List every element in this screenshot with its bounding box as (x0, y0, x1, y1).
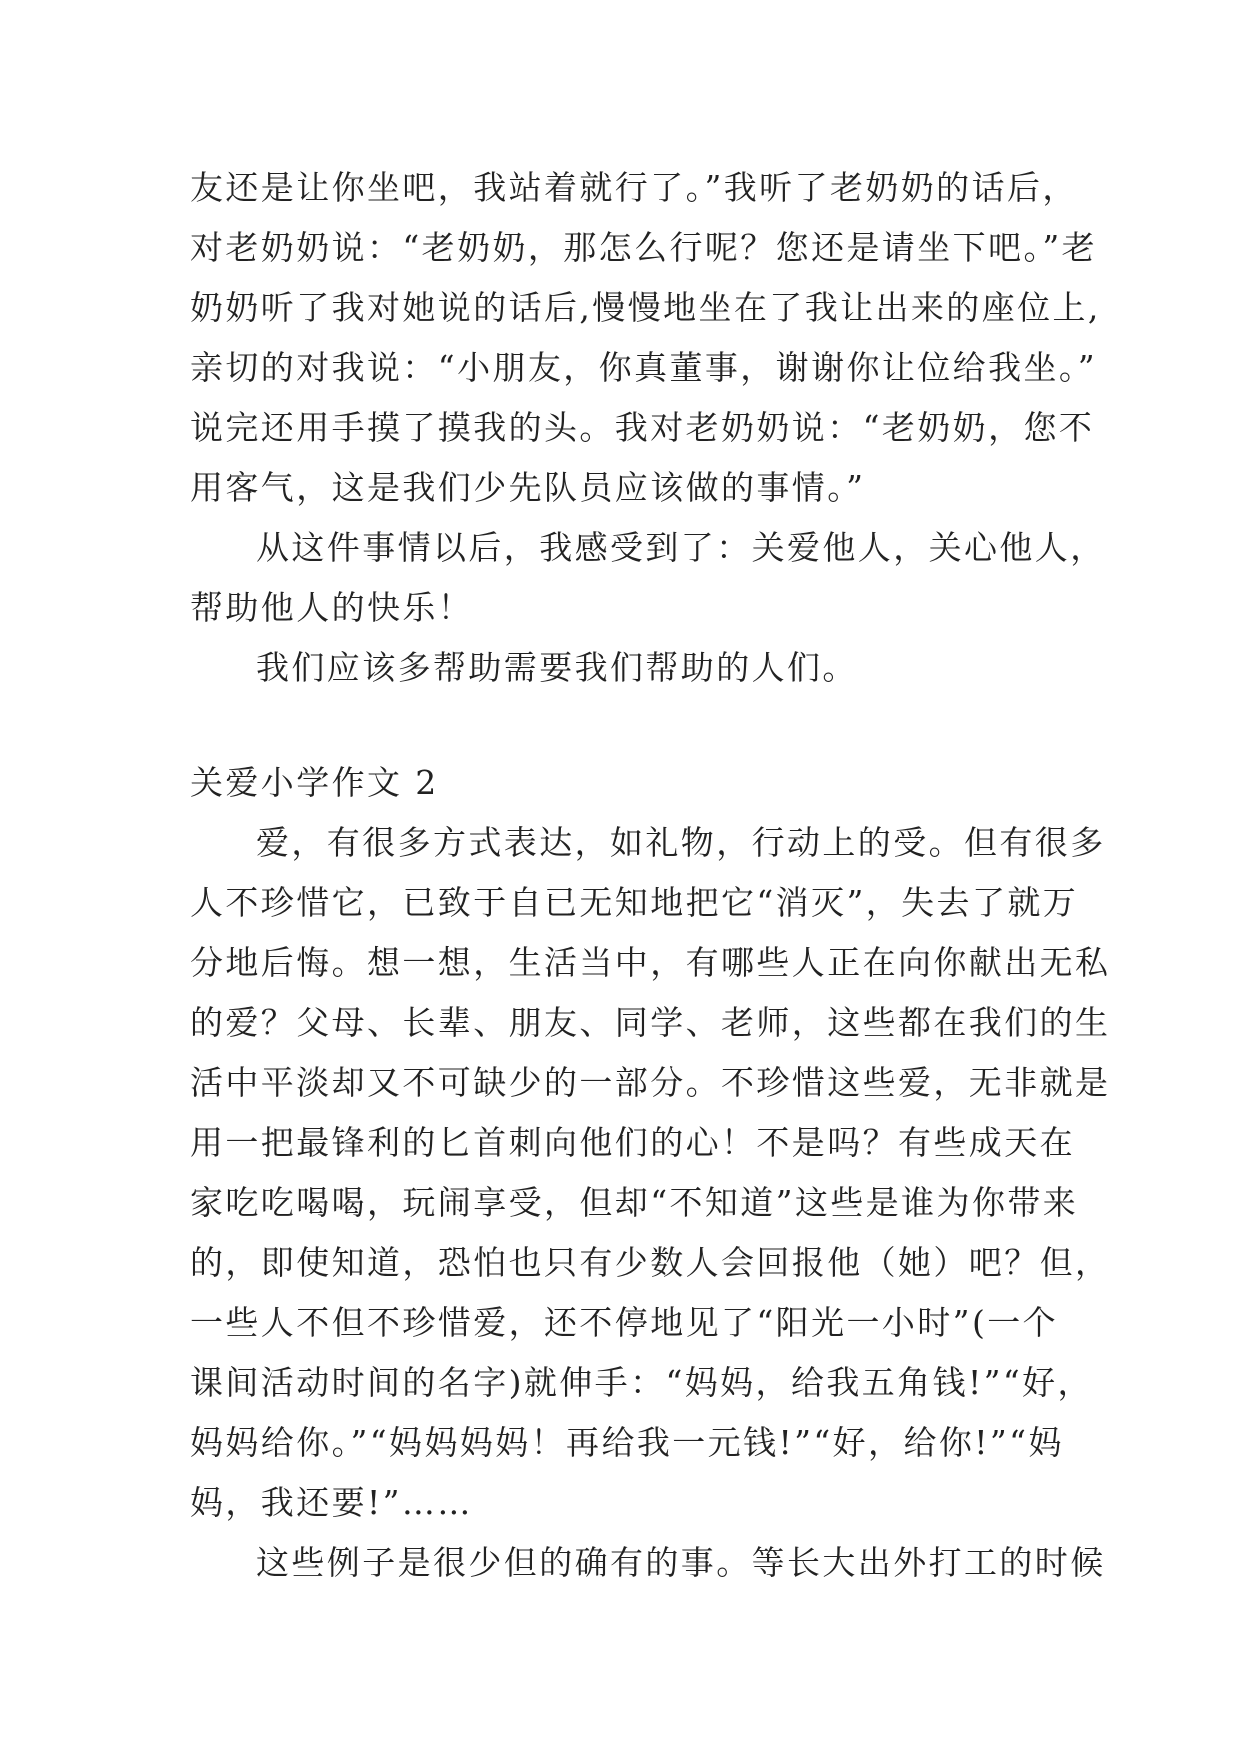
text-line: 一些人不但不珍惜爱，还不停地见了“阳光一小时”(一个 (190, 1303, 1059, 1342)
text-line: 友还是让你坐吧，我站着就行了。”我听了老奶奶的话后， (190, 168, 1078, 207)
text-line: 这些例子是很少但的确有的事。等长大出外打工的时候 (256, 1543, 1106, 1582)
text-line: 亲切的对我说：“小朋友，你真董事，谢谢你让位给我坐。” (190, 348, 1098, 387)
section-heading: 关爱小学作文 2 (190, 763, 439, 802)
text-line: 说完还用手摸了摸我的头。我对老奶奶说：“老奶奶，您不 (190, 408, 1095, 447)
text-line: 活中平淡却又不可缺少的一部分。不珍惜这些爱，无非就是 (190, 1063, 1111, 1102)
text-line: 用一把最锋利的匕首刺向他们的心！不是吗？有些成天在 (190, 1123, 1075, 1162)
text-line: 帮助他人的快乐！ (190, 588, 474, 627)
text-line: 家吃吃喝喝，玩闹享受，但却“不知道”这些是谁为你带来 (190, 1183, 1079, 1222)
text-line: 的，即使知道，恐怕也只有少数人会回报他（她）吧？但， (190, 1243, 1111, 1282)
text-line: 课间活动时间的名字)就伸手：“妈妈，给我五角钱!”“好， (190, 1363, 1093, 1402)
text-line: 从这件事情以后，我感受到了：关爱他人，关心他人， (256, 528, 1106, 567)
text-line: 分地后悔。想一想，生活当中，有哪些人正在向你献出无私 (190, 943, 1111, 982)
text-line: 妈，我还要!”…… (190, 1483, 473, 1522)
text-line: 奶奶听了我对她说的话后,慢慢地坐在了我让出来的座位上, (190, 288, 1101, 327)
text-line: 的爱？父母、长辈、朋友、同学、老师，这些都在我们的生 (190, 1003, 1111, 1042)
text-line: 我们应该多帮助需要我们帮助的人们。 (256, 648, 858, 687)
text-line: 用客气，这是我们少先队员应该做的事情。” (190, 468, 866, 507)
text-line: 妈妈给你。”“妈妈妈妈！再给我一元钱!”“好，给你!”“妈 (190, 1423, 1064, 1462)
text-line: 人不珍惜它，已致于自已无知地把它“消灭”，失去了就万 (190, 883, 1079, 922)
text-line: 爱，有很多方式表达，如礼物，行动上的受。但有很多 (256, 823, 1106, 862)
text-line: 对老奶奶说：“老奶奶，那怎么行呢？您还是请坐下吧。”老 (190, 228, 1098, 267)
